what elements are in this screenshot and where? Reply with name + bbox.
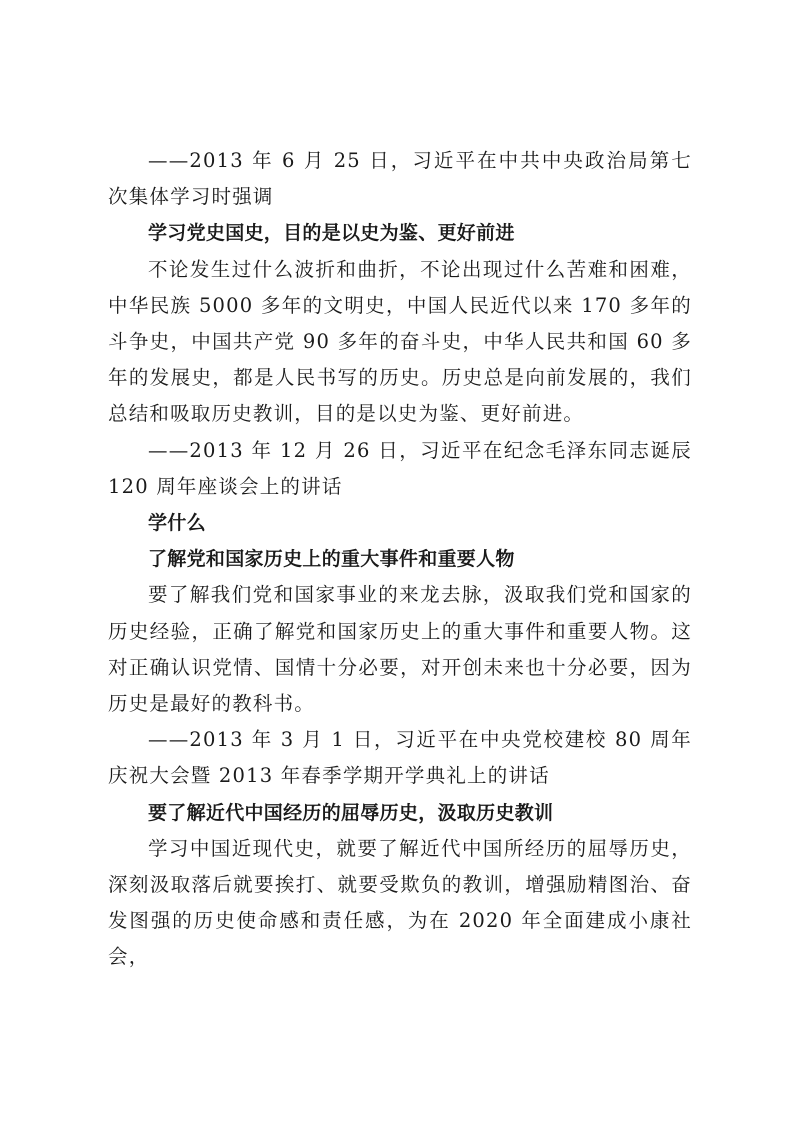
section-heading-learn-history: 学习党史国史，目的是以史为鉴、更好前进 <box>148 222 515 245</box>
source-citation-1: ——2013 年 6 月 25 日，习近平在中共中央政治局第七次集体学习时强调 <box>108 149 692 209</box>
body-paragraph-2: 要了解我们党和国家事业的来龙去脉，汲取我们党和国家的历史经验，正确了解党和国家历史上的重大事件和重要人物。这对正确认识党情、国情十分必要，对开创未来也十分必要，因为历史是最好的教科书。 <box>108 583 692 716</box>
subheading-major-events: 了解党和国家历史上的重大事件和重要人物 <box>148 548 515 571</box>
source-citation-3: ——2013 年 3 月 1 日，习近平在中央党校建校 80 周年庆祝大会暨 2013 年春季学期开学典礼上的讲话 <box>108 728 692 788</box>
section-heading-what-to-learn: 学什么 <box>148 512 206 535</box>
body-paragraph-3: 学习中国近现代史，就要了解近代中国所经历的屈辱历史，深刻汲取落后就要挨打、就要受欺负的教训，增强励精图治、奋发图强的历史使命感和责任感，为在 2020 年全面建成小康社会， <box>108 836 692 969</box>
source-citation-2: ——2013 年 12 月 26 日，习近平在纪念毛泽东同志诞辰 120 周年座谈会上的讲话 <box>108 438 692 498</box>
document-page <box>108 143 692 976</box>
body-paragraph-1: 不论发生过什么波折和曲折，不论出现过什么苦难和困难，中华民族 5000 多年的文明史，中国人民近代以来 170 多年的斗争史，中国共产党 90 多年的奋斗史，中华人民共和国 60 多年的发展史，都是人民书写的历史。历史总是向前发展的，我们总结和吸取历史教训，目的是以史为鉴、更好前进。 <box>108 257 692 426</box>
subheading-modern-history: 要了解近代中国经历的屈辱历史，汲取历史教训 <box>148 801 554 824</box>
